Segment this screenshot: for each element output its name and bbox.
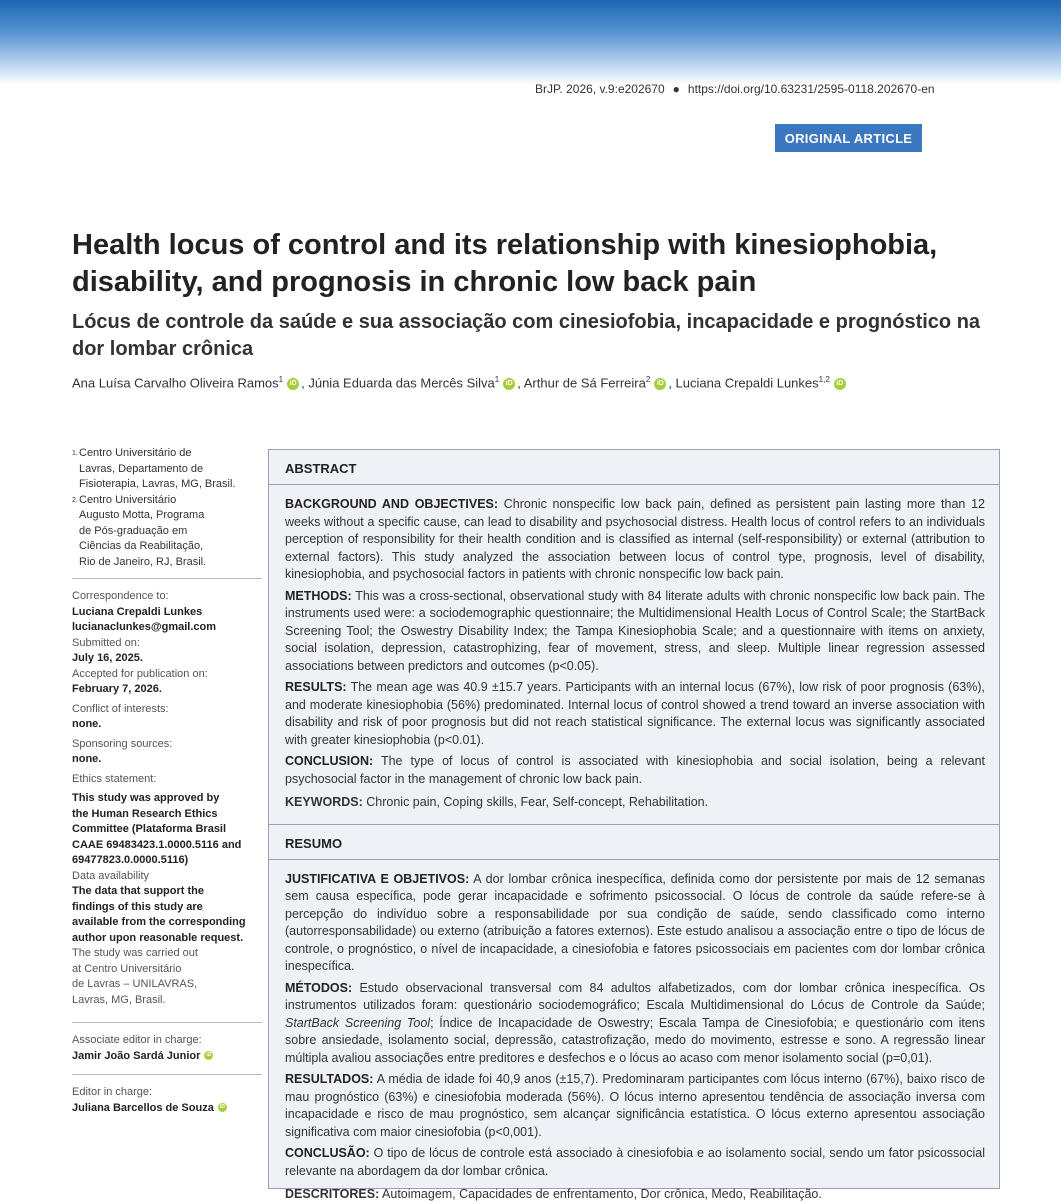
author-affiliation-number: 1 xyxy=(278,375,284,384)
conclusion-label: CONCLUSION: xyxy=(285,754,374,768)
author-name[interactable]: Ana Luísa Carvalho Oliveira Ramos xyxy=(72,375,279,391)
affiliation-item xyxy=(72,493,262,571)
citation-line xyxy=(535,82,935,96)
accepted-date: February 7, 2026. xyxy=(72,683,162,695)
resumo-justificativa xyxy=(285,871,985,976)
associate-editor-row xyxy=(72,1049,262,1065)
conclusao-label: CONCLUSÃO: xyxy=(285,1146,370,1160)
doi-link[interactable]: https://doi.org/10.63231/2595-0118.202670-en xyxy=(687,82,935,96)
accepted-label: Accepted for publication on: xyxy=(72,667,208,680)
abstract-background xyxy=(285,496,985,584)
bullet-icon: ● xyxy=(672,82,680,96)
justificativa-label: JUSTIFICATIVA E OBJETIVOS: xyxy=(285,871,470,886)
metodos-text-b: ; Índice de Incapacidade de Oswestry; Escala Tampa de Cinesiofobia; e questionário com itens sobre ansiedade, isolamento social, depressão, catastrofização, medo do movimento, estresse e sono. A regressão linear múltipla avaliou associações entre preditores e desfechos e o lócus ao acaso com menor isolamento social (p=0,01). xyxy=(285,1015,985,1065)
author-name[interactable]: Arthur de Sá Ferreira xyxy=(523,375,646,391)
author-name[interactable]: Luciana Crepaldi Lunkes xyxy=(675,375,819,391)
results-label: RESULTS: xyxy=(285,680,347,694)
author-affiliation-number: 1,2 xyxy=(818,375,830,384)
resumo-heading: RESUMO xyxy=(285,835,343,851)
associate-editor-label: Associate editor in charge: xyxy=(72,1034,202,1046)
author-name[interactable]: Júnia Eduarda das Mercês Silva xyxy=(308,375,495,391)
correspondence-name: Luciana Crepaldi Lunkes xyxy=(72,605,203,618)
resumo-conclusao xyxy=(285,1145,985,1180)
ethics-value: This study was approved by the Human Research Ethics Committee (Plataforma Brasil CAAE 69483423.1.0000.5116 and 69477823.0.0000.5116) xyxy=(72,792,242,866)
justificativa-text: A dor lombar crônica inespecífica, definida como dor persistente por mais de 12 semanas sem causa específica, pode gerar incapacidade e sofrimento psicossocial. O lócus de controle da saúde refere-se à percepção do indivíduo sobre a responsabilidade por sua condição de saúde, sendo classificado como interno (autorresponsabilidade) ou externo (atribuição a fatores externos). Este estudo analisou a associação entre o tipo de lócus de controle, o prognóstico, o nível de incapacidade, a cinesiofobia e fatores psicossociais em pacientes com dor lombar crônica inespecífica. xyxy=(285,871,985,973)
orcid-icon[interactable]: iD xyxy=(219,1104,225,1111)
metodos-italic-term: StartBack Screening Tool xyxy=(285,1015,431,1030)
submitted-date: July 16, 2025. xyxy=(72,652,143,664)
background-text: Chronic nonspecific low back pain, defined as persistent pain lasting more than 12 weeks without a specific cause, can lead to disability and psychosocial distress. Health locus of control refers to an individuals perception of responsibility for their health condition and is classified as internal (self-responsibility) or external (attribution to external factors). This study analyzed the association between locus of control type, prognosis, level of disability, kinesiophobia, and psychosocial factors in patients with chronic nonspecific low back pain. xyxy=(285,497,985,581)
metodos-label: MÉTODOS: xyxy=(285,980,353,995)
descritores-text: Autoimagem, Capacidades de enfrentamento, Dor crônica, Medo, Reabilitação. xyxy=(382,1187,822,1201)
editor-row xyxy=(72,1101,262,1117)
editor-name: Juliana Barcellos de Souza xyxy=(72,1101,214,1114)
author-affiliation-number: 1 xyxy=(494,375,500,384)
abstract-conclusion xyxy=(285,753,985,788)
abstract-box xyxy=(268,449,1000,1201)
sidebar-divider xyxy=(72,1074,262,1075)
results-text: The mean age was 40.9 ±15.7 years. Participants with an internal locus (67%), low risk of poor prognosis (63%), and moderate kinesiophobia (56%) predominated. Internal locus of control showed a trend toward an inverse association with disability and risk of poor prognosis but did not reach statistical significance. The external locus was significantly associated with greater kinesiophobia (p<0.01). xyxy=(285,680,985,747)
editor-label: Editor in charge: xyxy=(72,1086,153,1098)
associate-editor-name: Jamir João Sardá Junior xyxy=(72,1049,201,1062)
correspondence-label: Correspondence to: xyxy=(72,590,169,602)
affiliation-number: 1. xyxy=(72,450,78,457)
keywords-label: KEYWORDS: xyxy=(285,795,363,809)
affiliation-text: Centro Universitário de Lavras, Departamento de Fisioterapia, Lavras, MG, Brasil. xyxy=(79,447,236,490)
section-divider xyxy=(269,824,999,825)
background-label: BACKGROUND AND OBJECTIVES: xyxy=(285,497,499,511)
resumo-metodos xyxy=(285,980,985,1068)
conflict-value: none. xyxy=(72,718,102,730)
keywords-text: Chronic pain, Coping skills, Fear, Self-concept, Rehabilitation. xyxy=(366,795,709,809)
affiliation-text: Centro Universitário Augusto Motta, Programa de Pós-graduação em Ciências da Reabilitação, Rio de Janeiro, RJ, Brasil. xyxy=(79,493,207,568)
author-list: Ana Luísa Carvalho Oliveira Ramos$^1$ iD , Júnia Eduarda das Mercês Silva$^1$ iD , Arthur de Sá Ferreira$^2$ iD , Luciana Crepaldi Lunkes$^{1,2}$ iD xyxy=(72,375,972,390)
sponsoring-label: Sponsoring sources: xyxy=(72,737,173,750)
sponsoring-value: none. xyxy=(72,753,102,765)
conclusion-text: The type of locus of control is associated with kinesiophobia and social isolation, being a relevant psychosocial factor in the management of chronic low back pain. xyxy=(285,754,985,786)
orcid-icon[interactable]: iD xyxy=(834,378,846,390)
descritores-label: DESCRITORES: xyxy=(285,1187,380,1201)
journal-citation: BrJP. 2026, v.9:e202670 xyxy=(535,82,665,96)
study-location: The study was carried out at Centro Universitário de Lavras – UNILAVRAS, Lavras, MG, Brasil. xyxy=(72,947,198,1006)
orcid-icon[interactable]: iD xyxy=(287,378,299,390)
metodos-text-a: Estudo observacional transversal com 84 adultos alfabetizados, com dor lombar crônica inespecífica. Os instrumentos utilizados foram: questionário sociodemográfico; Escala Multidimensional do Lócus de Controle da Saúde; xyxy=(285,980,985,1012)
resumo-resultados xyxy=(285,1071,985,1141)
data-availability-value: The data that support the findings of this study are available from the corresponding author upon reasonable request. xyxy=(72,885,246,944)
submitted-label: Submitted on: xyxy=(72,636,140,649)
resultados-label: RESULTADOS: xyxy=(285,1072,374,1086)
article-subtitle: Lócus de controle da saúde e sua associação com cinesiofobia, incapacidade e prognóstico na dor lombar crônica xyxy=(72,311,981,360)
affiliation-item xyxy=(72,446,262,493)
methods-text: This was a cross-sectional, observational study with 84 literate adults with chronic nonspecific low back pain. The instruments used were: a sociodemographic questionnaire; the Multidimensional Health Locus of Control Scale; the StartBack Screening Tool; the Oswestry Disability Index; the Tampa Kinesiophobia Scale; and a questionnaire with items on anxiety, social isolation, depression, catastrophizing, fear of movement, stress, and sleep. Multiple linear regression assessed associations between predictors and outcomes (p<0.05). xyxy=(285,588,985,673)
conflict-label: Conflict of interests: xyxy=(72,702,169,715)
data-availability-label: Data availability xyxy=(72,869,150,882)
resumo-descritores xyxy=(285,1186,985,1204)
author-affiliation-number: 2 xyxy=(645,375,651,384)
ethics-label: Ethics statement: xyxy=(72,772,157,785)
orcid-icon[interactable]: iD xyxy=(206,1052,212,1059)
orcid-icon[interactable]: iD xyxy=(654,378,666,390)
methods-label: METHODS: xyxy=(285,588,352,603)
abstract-divider xyxy=(269,484,999,485)
sidebar-divider xyxy=(72,1022,262,1023)
header-gradient-band xyxy=(0,0,1061,85)
correspondence-email[interactable]: lucianaclunkes@gmail.com xyxy=(72,621,216,633)
sidebar-divider xyxy=(72,578,262,579)
article-type-badge: ORIGINAL ARTICLE xyxy=(775,124,922,152)
abstract-heading: ABSTRACT xyxy=(285,461,357,476)
abstract-keywords xyxy=(285,794,985,812)
abstract-methods xyxy=(285,588,985,676)
affiliation-number: 2. xyxy=(72,496,78,504)
orcid-icon[interactable]: iD xyxy=(503,378,515,390)
resumo-divider xyxy=(269,859,999,860)
conclusao-text: O tipo de lócus de controle está associado à cinesiofobia e ao isolamento social, sendo um fator psicossocial relevante na abordagem da dor lombar crônica. xyxy=(285,1146,985,1178)
abstract-results xyxy=(285,679,985,749)
resultados-text: A média de idade foi 40,9 anos (±15,7). Predominaram participantes com lócus interno (67%), baixo risco de mau prognóstico (63%) e cinesiofobia moderada (56%). O lócus interno apresentou tendência de associação inversa com incapacidade e risco de mau prognóstico, sem alcançar significância estatística. O lócus externo apresentou associação significativa com maior cinesiofobia (p<0,001). xyxy=(285,1072,985,1139)
article-title: Health locus of control and its relationship with kinesiophobia, disability, and prognosis in chronic low back pain xyxy=(72,229,938,298)
article-info-sidebar xyxy=(72,446,262,1116)
